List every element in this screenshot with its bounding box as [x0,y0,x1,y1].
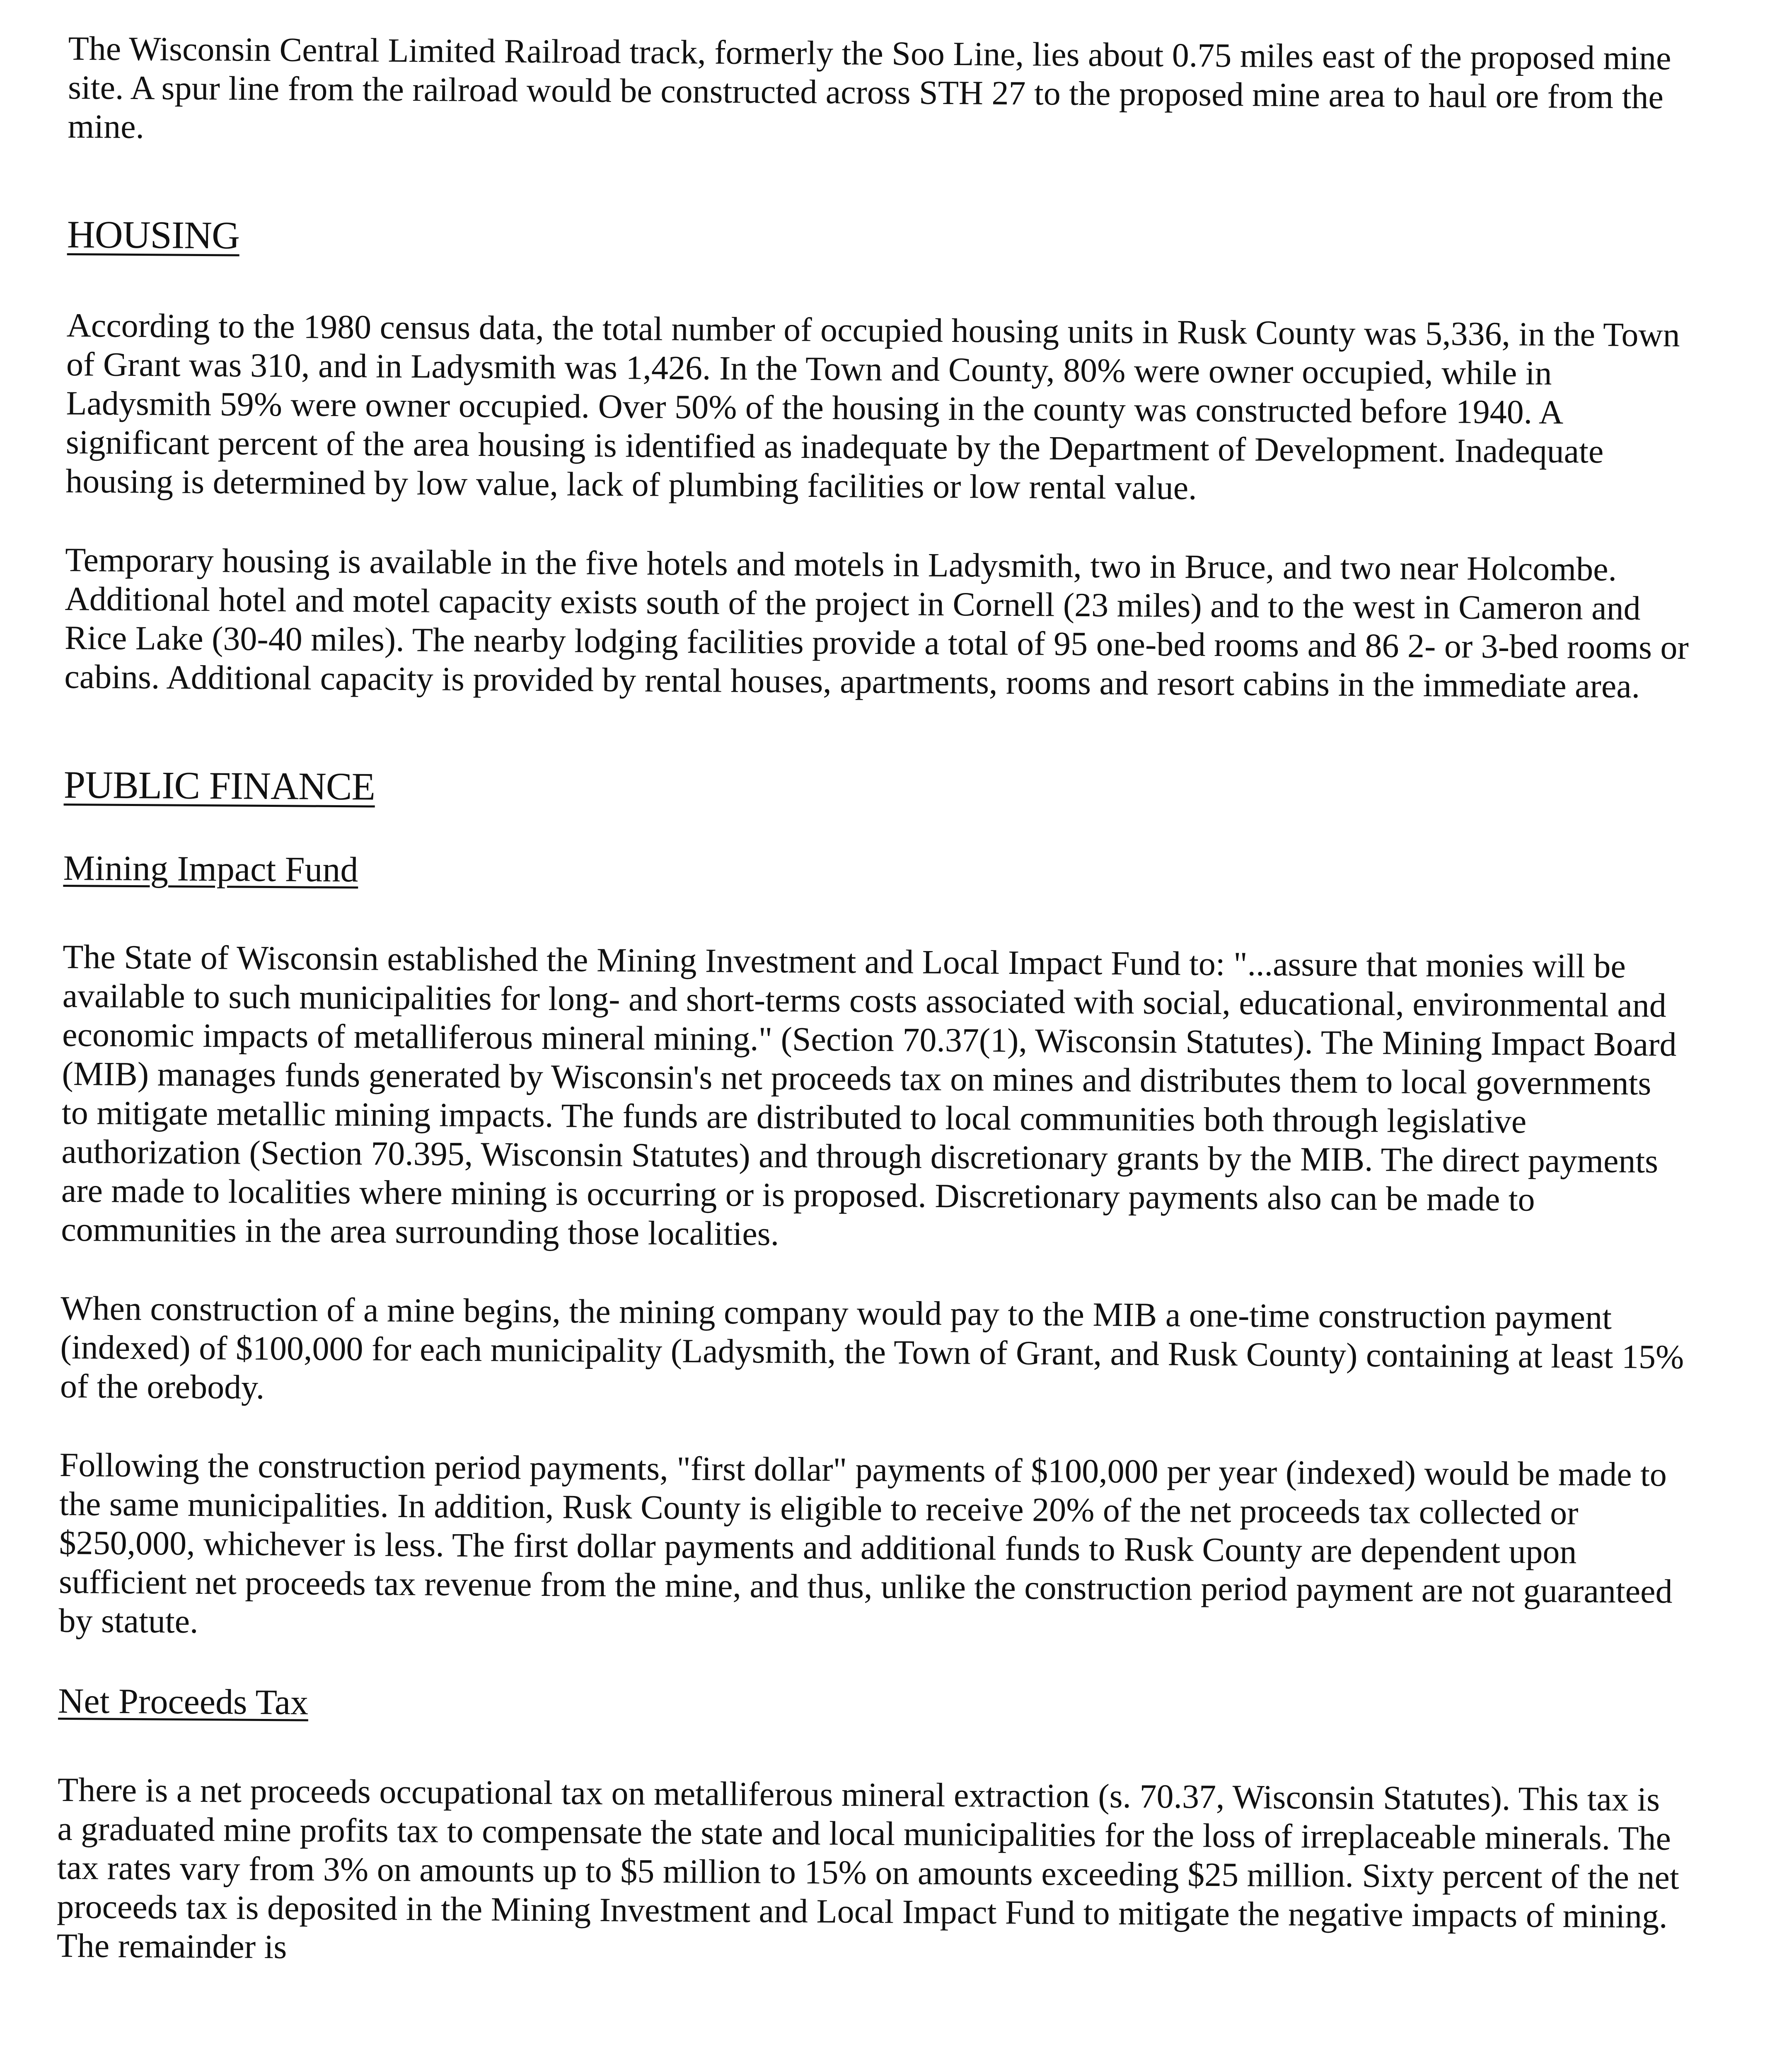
page-content [56,29,1692,1975]
mining-impact-fund-heading: Mining Impact Fund [63,847,358,890]
net-proceeds-tax-paragraph: There is a net proceeds occupational tax on metalliferous mineral extraction (s. 70.37, Wisconsin Statutes). This tax is a graduated mine profits tax to compensate the state and local municipalities for the loss of irreplaceable minerals. The tax rates vary from 3% on amounts up to $5 million to 15% on amounts exceeding $25 million. Sixty percent of the net proceeds tax is deposited in the Mining Investment and Local Impact Fund to mitigate the negative impacts of mining. The remainder is [56,1770,1679,1966]
spacer [64,696,1688,772]
first-dollar-payments-paragraph: Following the construction period payments, "first dollar" payments of $100,000 per year (indexed) would be made to the same municipalities. In addition, Rusk County is eligible to receive 20% of the net proceeds tax collected or $250,000, whichever is less. The first dollar payments and additional funds to Rusk County are dependent upon sufficient net proceeds tax revenue from the mine, and thus, unlike the construction period payment are not guaranteed by statute. [58,1445,1673,1640]
mining-impact-fund-paragraph: The State of Wisconsin established the Mining Investment and Local Impact Fund to: "...assure that monies will be available to such municipalities for long- and short-terms costs associated with social, educational, environmental and economic impacts of metalliferous mineral mining." (Section 70.37(1), Wisconsin Statutes). The Mining Impact Board (MIB) manages funds generated by Wisconsin's net proceeds tax on mines and distributes them to local governments to mitigate metallic mining impacts. The funds are distributed to local communities both through legislative authorization (Section 70.395, Wisconsin Statutes) and through discretionary grants by the MIB. The direct payments are made to localities where mining is occurring or is proposed. Discretionary payments also can be made to communities in the area surrounding those localities. [61,937,1677,1253]
housing-heading: HOUSING [67,213,240,257]
spacer [67,146,1692,222]
net-proceeds-tax-heading: Net Proceeds Tax [58,1680,309,1722]
public-finance-heading: PUBLIC FINANCE [63,763,375,808]
housing-census-paragraph: According to the 1980 census data, the total number of occupied housing units in Rusk County was 5,336, in the Town of Grant was 310, and in Ladysmith was 1,426. In the Town and County, 80% were owner occupied, while in Ladysmith 59% were owner occupied. Over 50% of the housing in the county was constructed before 1940. A significant percent of the area housing is identified as inadequate by the Department of Development. Inadequate housing is determined by low value, lack of plumbing facilities or low rental value. [65,306,1680,507]
intro-railroad-paragraph: The Wisconsin Central Limited Railroad track, formerly the Soo Line, lies about 0.75 miles east of the proposed mine site. A spur line from the railroad would be constructed across STH 27 to the proposed mine area to haul ore from the mine. [68,29,1671,146]
housing-temporary-paragraph: Temporary housing is available in the five hotels and motels in Ladysmith, two in Bruce, and two near Holcombe. Additional hotel and motel capacity exists south of the project in Cornell (23 miles) and to the west in Cameron and Rice Lake (30-40 miles). The nearby lodging facilities provide a total of 95 one-bed rooms and 86 2- or 3-bed rooms or cabins. Additional capacity is provided by rental houses, apartments, rooms and resort cabins in the immediate area. [64,540,1689,705]
construction-payment-paragraph: When construction of a mine begins, the mining company would pay to the MIB a one-time construction payment (indexed) of $100,000 for each municipality (Ladysmith, the Town of Grant, and Rusk County) containing at least 15% of the orebody. [60,1289,1684,1406]
